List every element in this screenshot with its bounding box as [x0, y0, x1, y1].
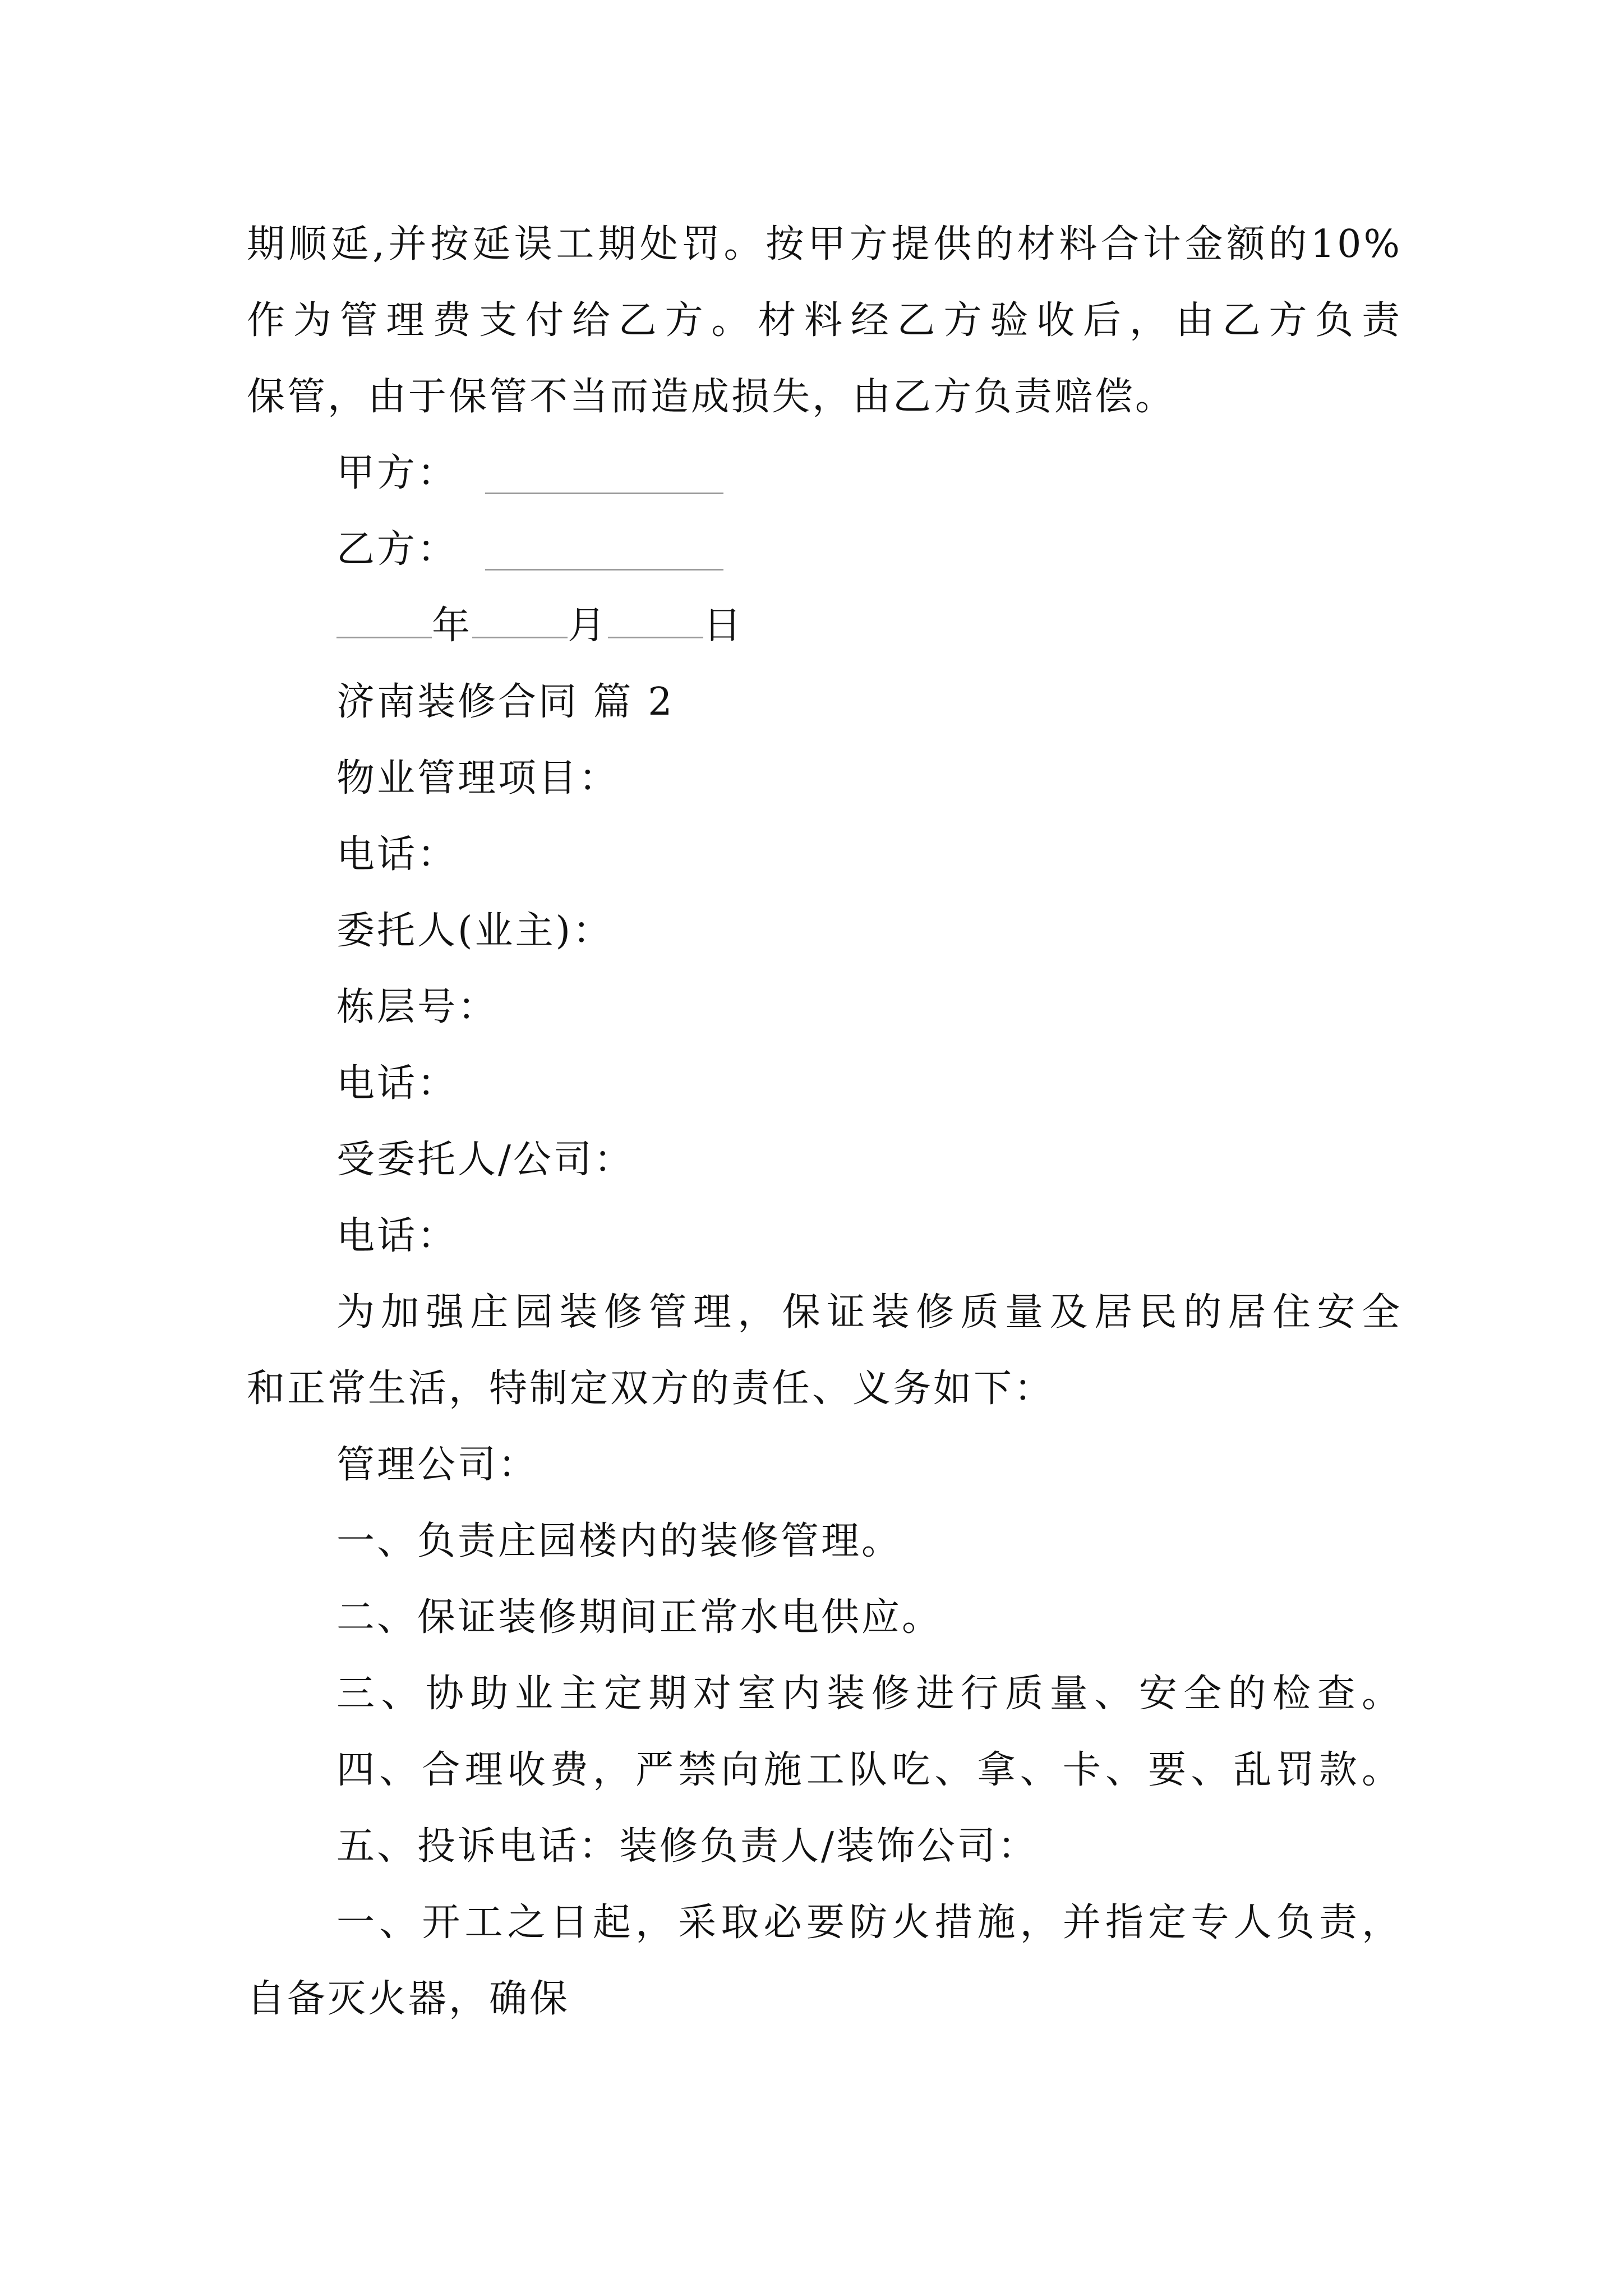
field-contractor: 受委托人/公司：: [336, 1138, 634, 1182]
body-text-line: 保管，由于保管不当而造成损失，由乙方负责赔偿。: [247, 375, 1176, 419]
list-item: 三、协助业主定期对室内装修进行质量、安全的检查。: [336, 1672, 1402, 1716]
date-month-blank: [472, 603, 568, 638]
party-a-signature-line: [485, 493, 723, 494]
body-text-line: 为加强庄园装修管理，保证装修质量及居民的居住安全: [336, 1290, 1402, 1335]
date-day-blank: [608, 603, 703, 638]
list-item: 五、投诉电话：装修负责人/装饰公司：: [336, 1824, 1038, 1869]
list-item: 四、合理收费，严禁向施工队吃、拿、卡、要、乱罚款。: [336, 1748, 1402, 1792]
date-year-blank: [336, 603, 432, 638]
list-item: 二、保证装修期间正常水电供应。: [336, 1595, 943, 1640]
field-phone: 电话：: [336, 832, 458, 877]
party-a-label: 甲方：: [336, 451, 458, 495]
body-text-line: 一、开工之日起，采取必要防火措施，并指定专人负责，: [336, 1901, 1402, 1945]
field-property-project: 物业管理项目：: [336, 756, 620, 800]
management-heading: 管理公司：: [336, 1443, 539, 1487]
date-line: [336, 588, 1402, 664]
body-text-line: 期顺延,并按延误工期处罚。按甲方提供的材料合计金额的10%: [247, 222, 1402, 266]
date-year-label: 年: [432, 604, 473, 648]
date-day-label: 日: [703, 604, 744, 648]
body-text-line: 自备灭火器，确保: [247, 1977, 570, 2021]
section-title: 济南装修合同 篇 2: [336, 680, 675, 724]
body-text-line: 作为管理费支付给乙方。材料经乙方验收后，由乙方负责: [247, 298, 1402, 343]
field-phone: 电话：: [336, 1061, 458, 1106]
list-item: 一、负责庄园楼内的装修管理。: [336, 1519, 902, 1563]
date-month-label: 月: [568, 604, 608, 648]
party-b-signature-line: [485, 569, 723, 570]
field-phone: 电话：: [336, 1214, 458, 1258]
field-client: 委托人(业主)：: [336, 909, 614, 953]
body-text-line: 和正常生活，特制定双方的责任、义务如下：: [247, 1366, 1055, 1411]
party-b-label: 乙方：: [336, 527, 458, 572]
field-building-floor: 栋层号：: [336, 985, 499, 1029]
